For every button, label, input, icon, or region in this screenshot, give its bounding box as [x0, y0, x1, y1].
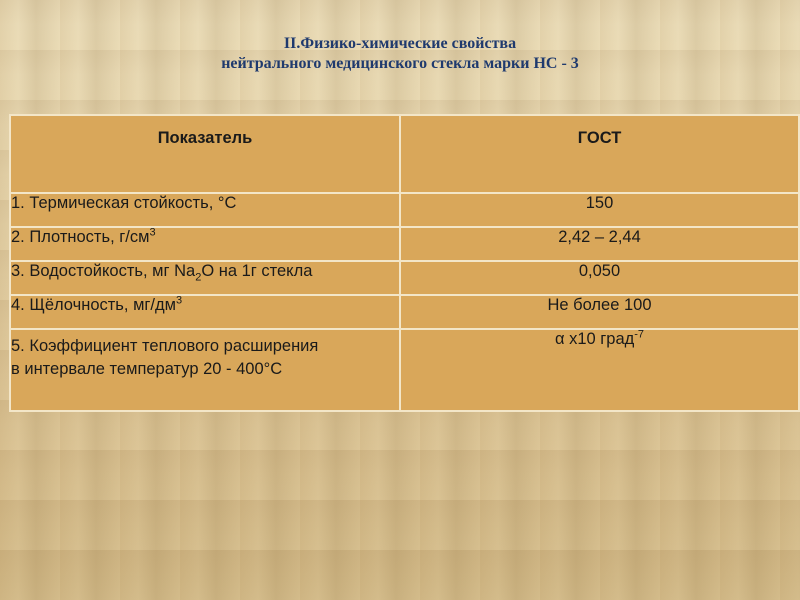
label-line-2: в интервале температур 20 - 400°С — [11, 360, 283, 378]
table-row — [10, 193, 799, 227]
title-line-2: нейтрального медицинского стекла марки НС - 3 — [221, 55, 579, 72]
table-row — [10, 227, 799, 261]
row-label — [10, 227, 400, 261]
label-text: 4. Щёлочность, мг/дм — [11, 296, 176, 314]
page-title — [0, 34, 800, 74]
table-row — [10, 295, 799, 329]
row-value: 2,42 – 2,44 — [400, 227, 799, 261]
label-superscript: 3 — [176, 294, 183, 307]
label-text: 3. Водостойкость, мг Na — [11, 262, 196, 280]
value-text: α х10 град — [554, 330, 635, 348]
header-gost: ГОСТ — [400, 115, 799, 193]
table-header-row — [10, 115, 799, 193]
label-subscript: 2 — [195, 271, 202, 284]
row-value: 0,050 — [400, 261, 799, 295]
label-line-1: 5. Коэффициент теплового расширения — [11, 337, 319, 355]
value-superscript: -7 — [634, 328, 645, 341]
row-value: Не более 100 — [400, 295, 799, 329]
table-row — [10, 329, 799, 411]
row-value — [400, 329, 799, 411]
properties-table — [9, 114, 800, 412]
row-label — [10, 329, 400, 411]
table-row — [10, 261, 799, 295]
row-label — [10, 295, 400, 329]
label-text: 2. Плотность, г/см — [11, 228, 150, 246]
title-line-1: II.Физико-химические свойства — [283, 35, 517, 52]
row-value: 150 — [400, 193, 799, 227]
row-label: 1. Термическая стойкость, °С — [10, 193, 400, 227]
header-indicator: Показатель — [10, 115, 400, 193]
label-superscript: 3 — [149, 226, 156, 239]
label-text-tail: O на 1г стекла — [201, 262, 313, 280]
row-label — [10, 261, 400, 295]
